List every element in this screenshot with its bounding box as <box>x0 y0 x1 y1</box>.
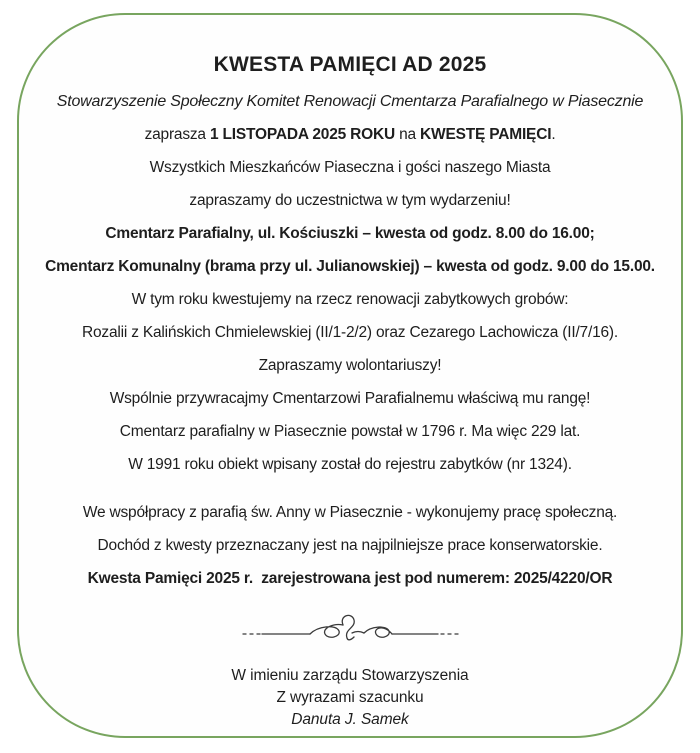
signoff-line-organization: W imieniu zarządu Stowarzyszenia <box>231 667 469 684</box>
text-segment: zaprasza <box>144 126 210 143</box>
poster-border <box>17 13 683 738</box>
divider-ornament-icon <box>240 612 460 650</box>
text-line: W tym roku kwestujemy na rzecz renowacji zabytkowych grobów: <box>131 291 569 308</box>
text-line: Wspólnie przywracajmy Cmentarzowi Parafialnemu właściwą mu rangę! <box>109 390 591 407</box>
text-line: Zapraszamy wolontariuszy! <box>258 357 442 374</box>
text-line: Cmentarz Parafialny, ul. Kościuszki – kwesta od godz. 8.00 do 16.00; <box>105 225 595 242</box>
poster-title: KWESTA PAMIĘCI AD 2025 <box>213 53 487 76</box>
text-line: Cmentarz parafialny w Piasecznie powstał w 1796 r. Ma więc 229 lat. <box>119 423 581 440</box>
text-segment: . <box>551 126 556 143</box>
text-line: Dochód z kwesty przeznaczany jest na najpilniejsze prace konserwatorskie. <box>97 537 603 554</box>
text-line: Rozalii z Kalińskich Chmielewskiej (II/1-2/2) oraz Cezarego Lachowicza (II/7/16). <box>82 324 618 341</box>
text-segment: na <box>394 126 421 143</box>
text-line: We współpracy z parafią św. Anny w Piasecznie - wykonujemy pracę społeczną. <box>82 504 618 521</box>
text-segment-bold: 1 LISTOPADA 2025 ROKU <box>209 126 395 143</box>
text-line: Wszystkich Mieszkańców Piaseczna i gości naszego Miasta <box>149 159 551 176</box>
signoff-line-regards: Z wyrazami szacunku <box>276 689 424 706</box>
text-line: Cmentarz Komunalny (brama przy ul. Julianowskiej) – kwesta od godz. 9.00 do 15.00. <box>45 258 655 275</box>
poster-content <box>19 51 681 731</box>
text-line <box>27 118 673 151</box>
text-segment-bold: KWESTĘ PAMIĘCI <box>420 126 552 143</box>
poster-body-lines <box>19 85 681 595</box>
text-line: Kwesta Pamięci 2025 r. zarejestrowana jest pod numerem: 2025/4220/OR <box>87 570 613 587</box>
signoff-block <box>19 665 681 731</box>
text-line: zapraszamy do uczestnictwa w tym wydarzeniu! <box>189 192 511 209</box>
signoff-signature: Danuta J. Samek <box>291 711 409 728</box>
text-line: Stowarzyszenie Społeczny Komitet Renowacji Cmentarza Parafialnego w Piasecznie <box>56 93 644 110</box>
text-line: W 1991 roku obiekt wpisany został do rejestru zabytków (nr 1324). <box>128 456 572 473</box>
divider <box>19 612 681 650</box>
